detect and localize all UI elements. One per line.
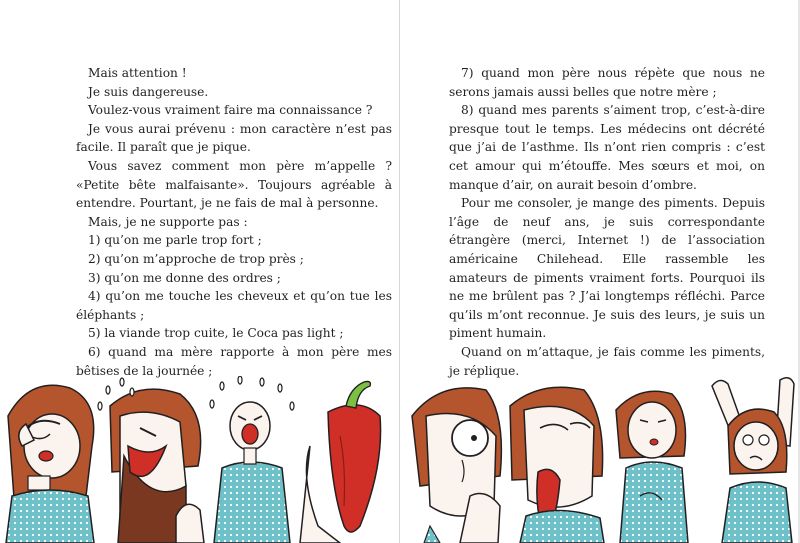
panel-girl-pouting — [616, 391, 688, 543]
panel-woman-eating-pepper — [510, 387, 604, 543]
panel-woman-teary-eye — [412, 388, 501, 543]
paragraph: Mais attention ! — [88, 66, 187, 80]
left-page-text — [76, 64, 392, 380]
paragraph: Quand on m’attaque, je fais comme les piments, je réplique. — [449, 344, 765, 378]
right-page-text — [449, 64, 765, 380]
list-item: 6) quand ma mère rapporte à mon père mes bêtises de la journée ; — [76, 344, 392, 378]
paragraph: Vous savez comment mon père m’appelle ? «Petite bête malfaisante». Toujours agréable à entendre. Pourtant, je ne fais de mal à personne. — [76, 158, 392, 211]
panel-chili-pepper — [300, 382, 381, 543]
list-item: 3) qu’on me donne des ordres ; — [88, 270, 281, 285]
panel-girl-crying — [6, 385, 94, 543]
list-item: 8) quand mes parents s’aiment trop, c’est-à-dire presque tout le temps. Les médecins ont décrété que j’ai de l’asthme. Ils n’ont rien compris : c’est cet amour qui m’étouffe. Mes sœurs et moi, on manque d’air, on aurait besoin d’ombre. — [449, 103, 765, 192]
panel-man-shouting — [98, 378, 204, 543]
panel-girl-arms-raised — [712, 378, 794, 543]
list-item: 5) la viande trop cuite, le Coca pas light ; — [88, 326, 344, 341]
paragraph: Je suis dangereuse. — [88, 84, 209, 99]
list-item: 1) qu’on me parle trop fort ; — [88, 233, 262, 248]
illustration-strip — [0, 376, 800, 543]
list-item: 4) qu’on me touche les cheveux et qu’on tue les éléphants ; — [76, 289, 392, 322]
paragraph: Je vous aurai prévenu : mon caractère n’est pas facile. Il paraît que je pique. — [76, 121, 392, 155]
paragraph: Voulez-vous vraiment faire ma connaissance ? — [88, 103, 373, 118]
panel-girl-screaming — [210, 376, 294, 543]
paragraph: Mais, je ne supporte pas : — [88, 214, 248, 229]
list-item: 2) qu’on m’approche de trop près ; — [88, 251, 304, 266]
list-item: 7) quand mon père nous répète que nous ne serons jamais aussi belles que notre mère ; — [449, 66, 765, 99]
paragraph: Pour me consoler, je mange des piments. Depuis l’âge de neuf ans, je suis correspondante étrangère (merci, Internet !) de l’association américaine Chilehead. Elle rassemble les amateurs de piments vraiment forts. Pourquoi ils ne me brûlent pas ? J’ai longtemps réfléchi. Parce qu’ils m’ont reconnue. Je suis des leurs, je suis un piment humain. — [449, 196, 765, 341]
